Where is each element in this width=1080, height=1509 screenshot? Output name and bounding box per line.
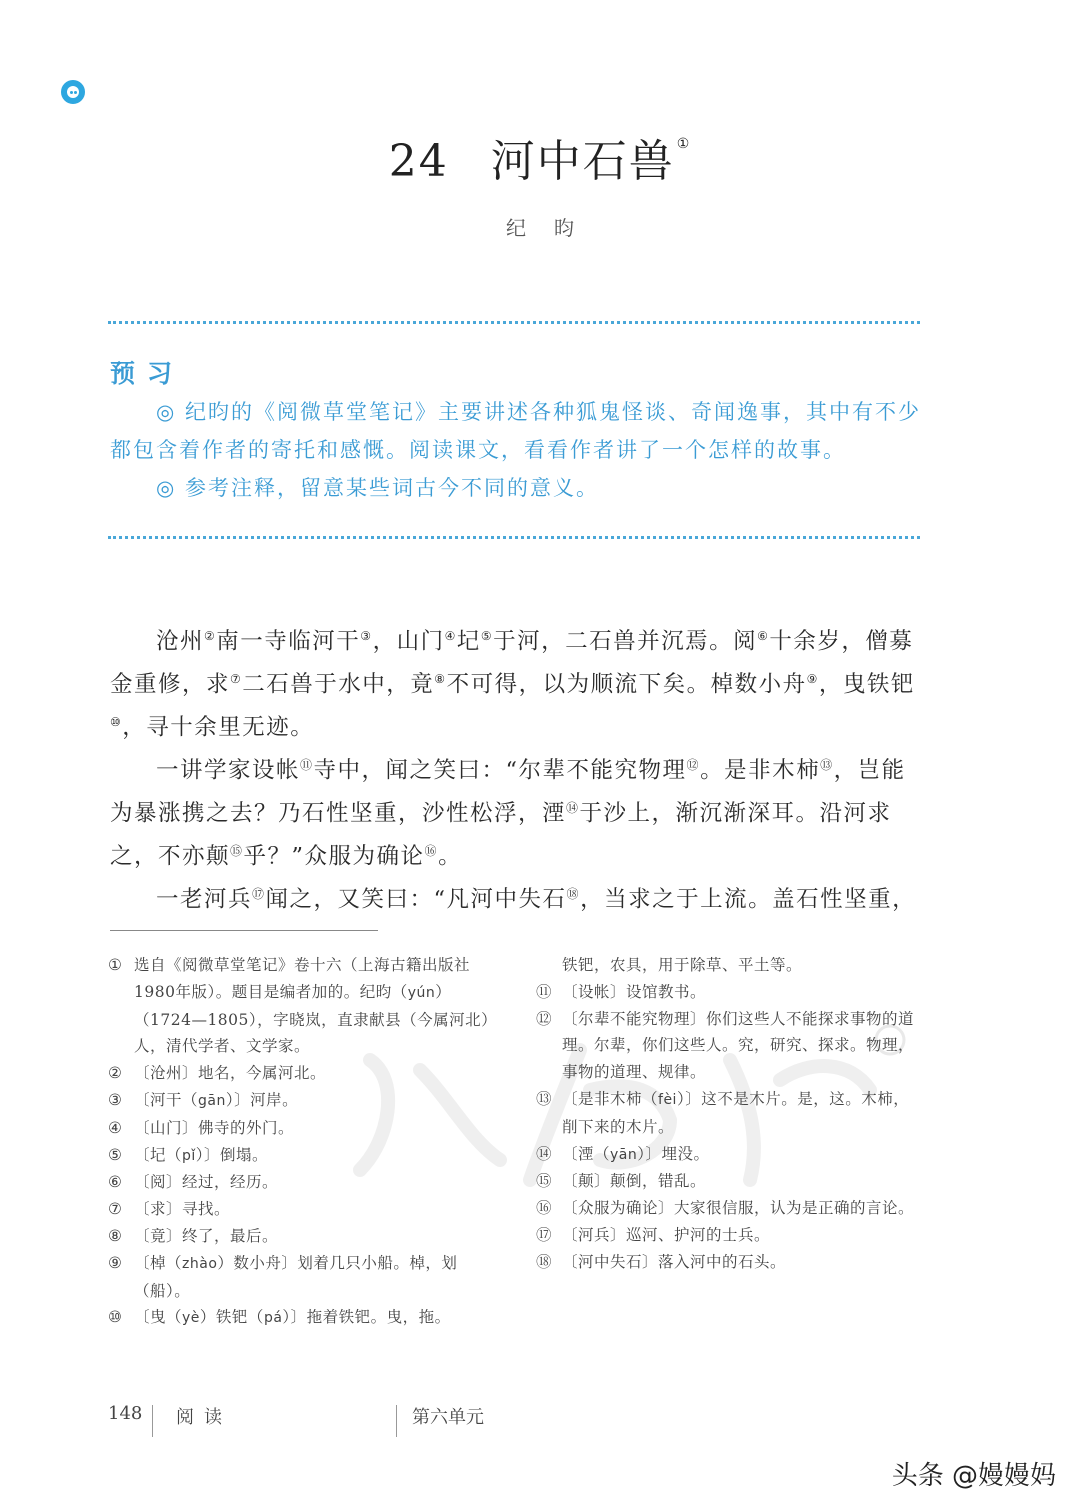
page-number: 148 <box>108 1403 143 1424</box>
preview-top-divider <box>108 321 920 324</box>
preview-paragraph-2: ◎ 参考注释，留意某些词古今不同的意义。 <box>156 476 599 500</box>
lesson-title <box>389 136 692 187</box>
body-paragraph-3: 一老河兵⑰闻之，又笑曰：“凡河中失石⑱，当求之于上流。盖石性坚重， <box>156 886 917 913</box>
source-watermark: 头条 @嫚嫚妈 <box>891 1461 1056 1491</box>
footnote-17: ⑰ 〔河兵〕巡河、护河的士兵。 <box>536 1225 771 1244</box>
smiley-logo-icon <box>61 80 85 104</box>
footnote-rule <box>110 930 378 931</box>
preview-paragraph-1: ◎ 纪昀的《阅微草堂笔记》主要讲述各种狐鬼怪谈、奇闻逸事，其中有不少都包含着作者的寄托和感慨。阅读课文，看看作者讲了一个怎样的故事。 <box>110 400 921 462</box>
footnote-2: ② 〔沧州〕地名，今属河北。 <box>108 1064 327 1083</box>
footer-divider-left <box>152 1405 153 1437</box>
footnote-12: ⑫ 〔尔辈不能究物理〕你们这些人不能探求事物的道理。尔辈，你们这些人。究，研究、探求。物理，事物的道理、规律。 <box>536 1009 915 1082</box>
body-paragraph-2: 一讲学家设帐⑪寺中，闻之笑曰：“尔辈不能究物理⑫。是非木柿⑬，岂能为暴涨携之去？乃石性坚重，沙性松浮，湮⑭于沙上，渐沉渐深耳。沿河求之，不亦颠⑮乎？”众服为确论⑯。 <box>110 757 906 870</box>
footnote-4: ④ 〔山门〕佛寺的外门。 <box>108 1118 295 1137</box>
footnote-6: ⑥ 〔阅〕经过，经历。 <box>108 1173 279 1192</box>
footnote-13: ⑬ 〔是非木柿（fèi）〕这不是木片。是，这。木柿，削下来的木片。 <box>536 1089 910 1136</box>
footnote-9: ⑨ 〔棹（zhào）数小舟〕划着几只小船。棹，划（船）。 <box>108 1253 458 1300</box>
preview-heading: 预习 <box>110 359 185 388</box>
footer-section-label: 阅读 <box>176 1407 232 1428</box>
author-name: 纪昀 <box>506 216 602 240</box>
lesson-title-block <box>0 125 1080 189</box>
footnote-14: ⑭ 〔湮（yān）〕埋没。 <box>536 1144 710 1163</box>
main-text <box>110 618 922 919</box>
footnote-8: ⑧ 〔竟〕终了，最后。 <box>108 1226 279 1245</box>
preview-section <box>110 393 922 507</box>
footnote-7: ⑦ 〔求〕寻找。 <box>108 1200 231 1219</box>
footer-unit-label: 第六单元 <box>412 1407 484 1428</box>
lesson-title-text: 河中石兽 <box>490 136 675 187</box>
footnote-16: ⑯ 〔众服为确论〕大家很信服，认为是正确的言论。 <box>536 1199 915 1218</box>
footnotes-left-column <box>108 952 496 1332</box>
footer-divider-right <box>396 1405 397 1437</box>
footnote-18: ⑱ 〔河中失石〕落入河中的石头。 <box>536 1252 787 1271</box>
footnote-1: ① 选自《阅微草堂笔记》卷十六（上海古籍出版社1980年版）。题目是编者加的。纪昀（yún）（1724—1805），字晓岚，直隶献县（今属河北）人，清代学者、文学家。 <box>108 956 490 1056</box>
title-footnote-mark: ① <box>676 136 692 152</box>
body-paragraph-1: 沧州②南一寺临河干③，山门④圮⑤于河，二石兽并沉焉。阅⑥十余岁，僧募金重修，求⑦二石兽于水中，竟⑧不可得，以为顺流下矣。棹数小舟⑨，曳铁钯⑩，寻十余里无迹。 <box>110 628 915 741</box>
footnote-3: ③ 〔河干（gān）〕河岸。 <box>108 1090 299 1109</box>
preview-bottom-divider <box>108 536 920 539</box>
footnote-11: ⑪ 〔设帐〕设馆教书。 <box>536 982 707 1001</box>
footnote-5: ⑤ 〔圮（pǐ）〕倒塌。 <box>108 1145 269 1164</box>
footnote-10-continued: 铁钯，农具，用于除草、平土等。 <box>562 956 803 974</box>
lesson-number: 24 <box>388 136 449 187</box>
footnote-10: ⑩ 〔曳（yè）铁钯（pá）〕拖着铁钯。曳，拖。 <box>108 1308 451 1327</box>
footnotes-right-column <box>536 952 924 1276</box>
footnote-15: ⑮ 〔颠〕颠倒，错乱。 <box>536 1172 707 1191</box>
